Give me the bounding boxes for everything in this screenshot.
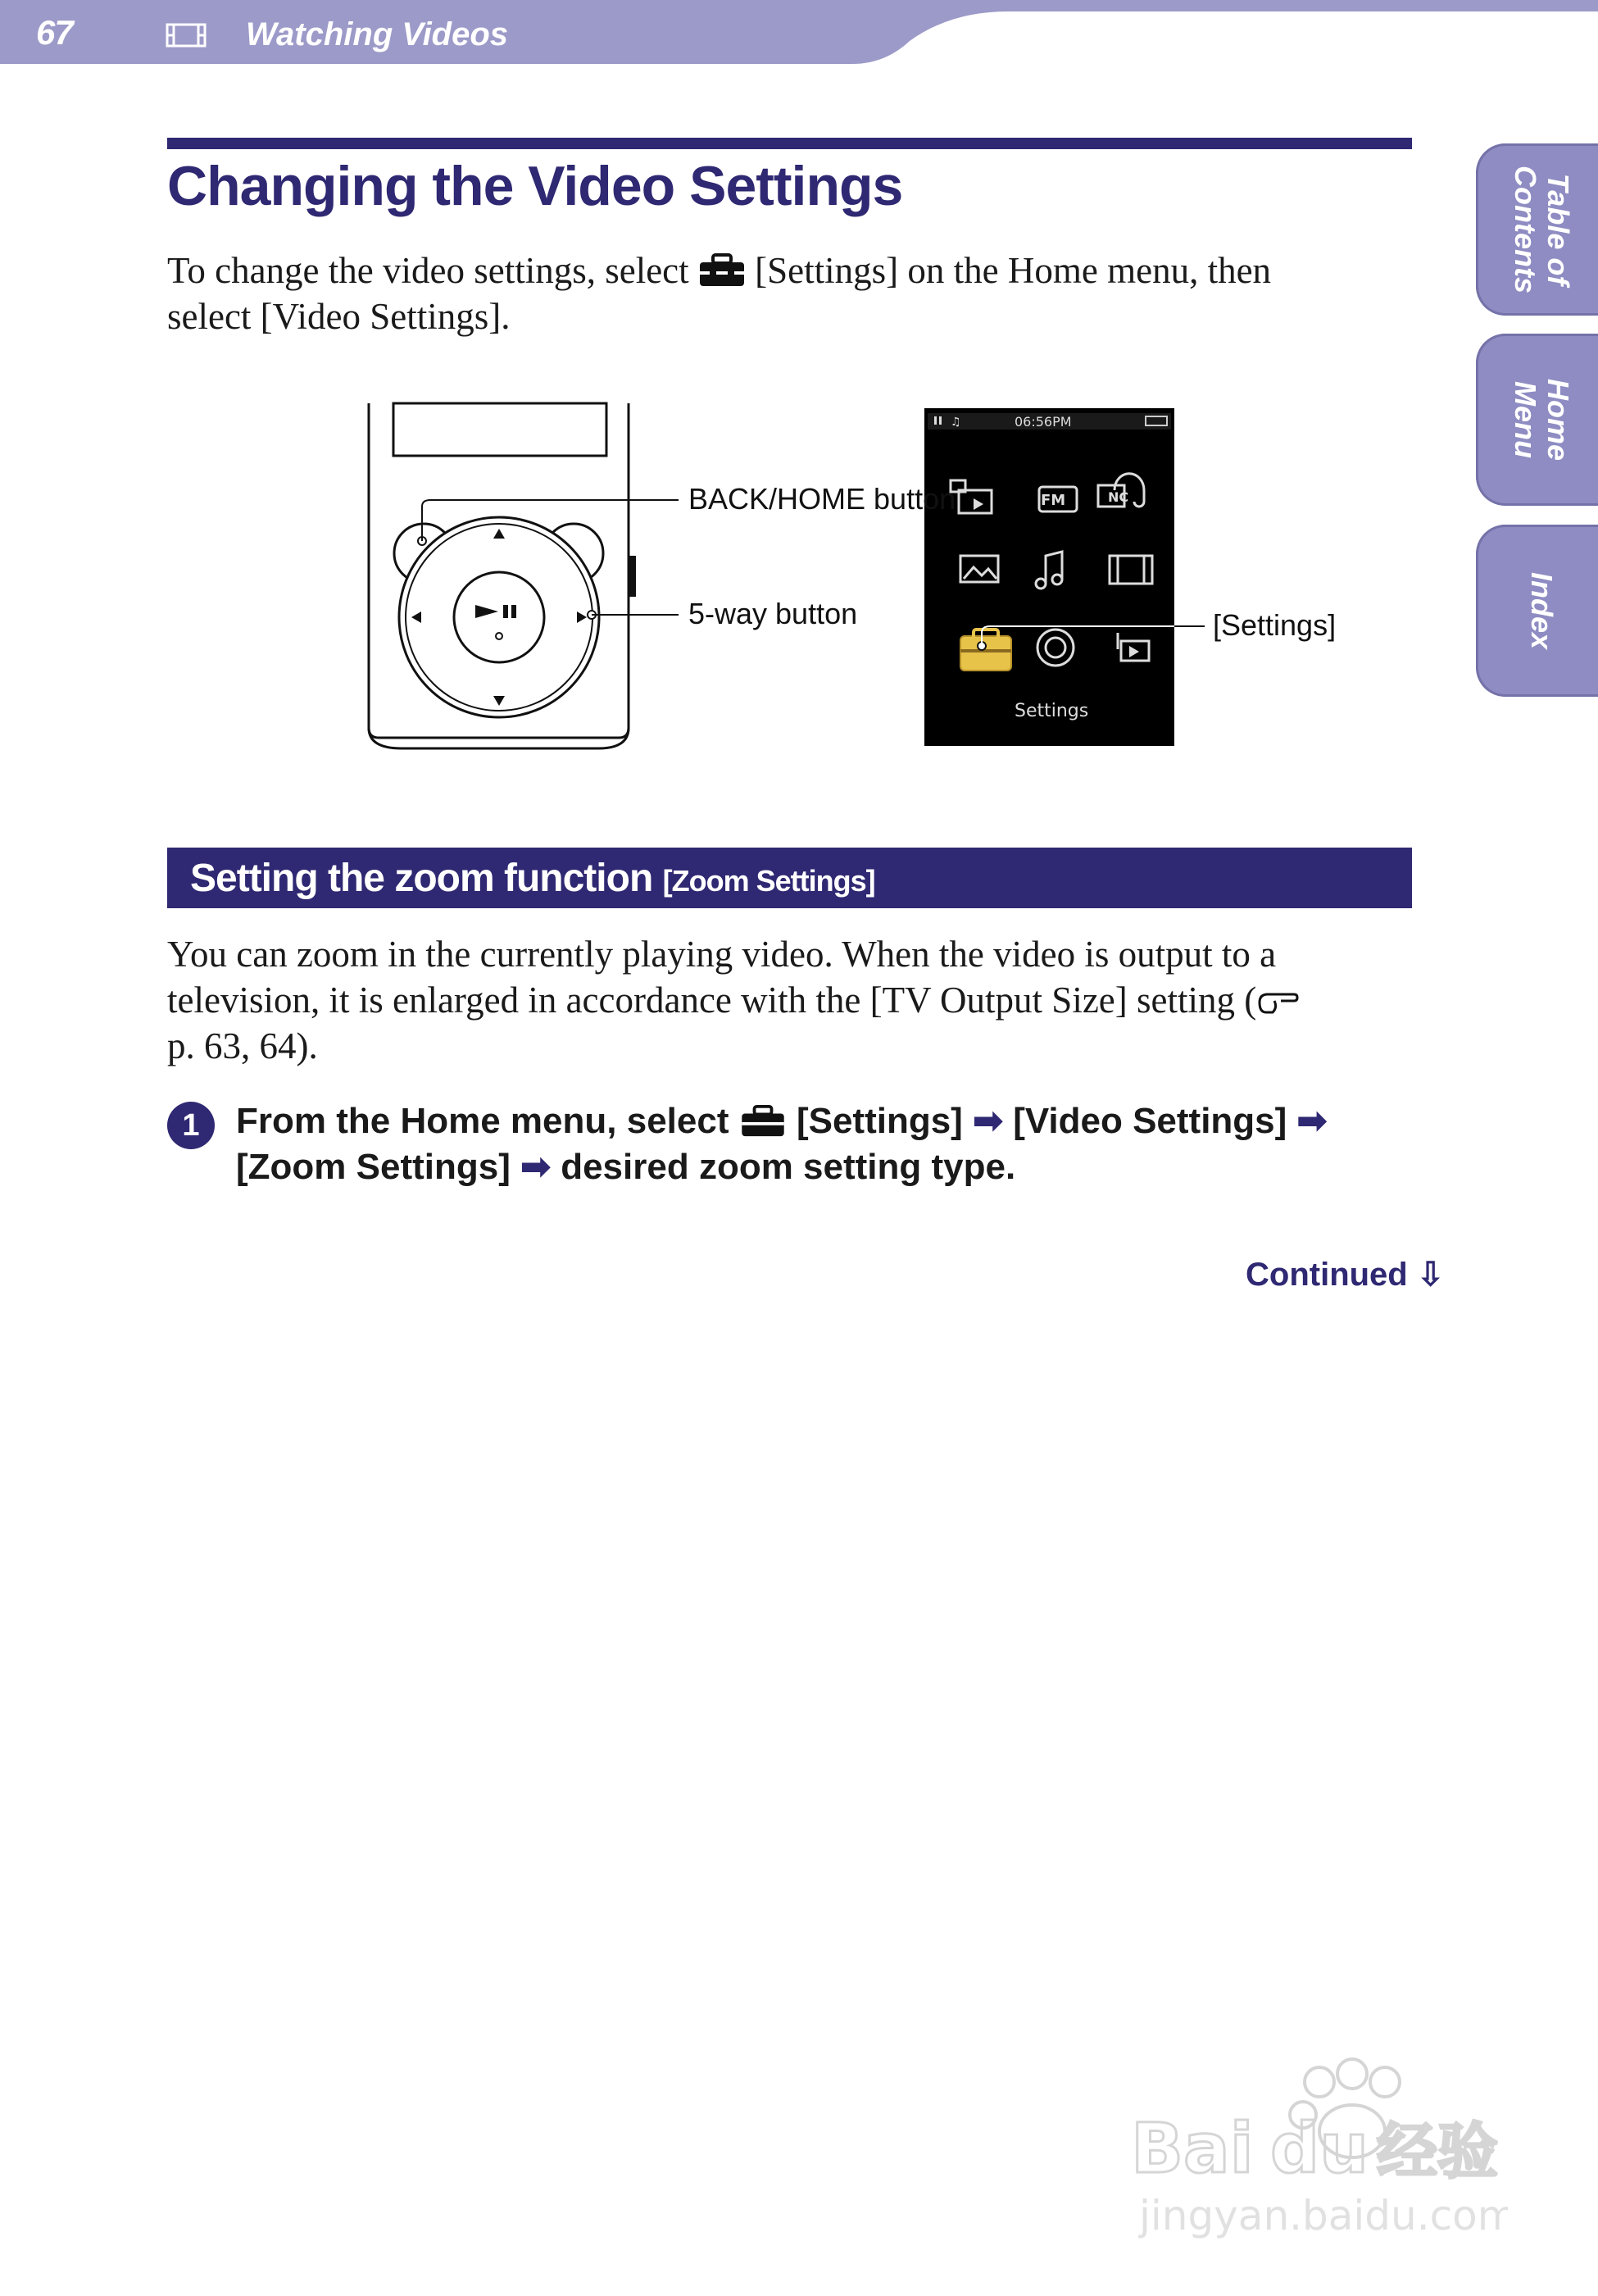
tab-home-menu-label: Home Menu — [1509, 378, 1575, 461]
settings-label: [Settings] — [1213, 608, 1337, 642]
body-line-2: television, it is enlarged in accordance with the [TV Output Size] setting ( — [167, 980, 1257, 1021]
body-paragraph — [167, 931, 1429, 1069]
page-number: 67 — [36, 13, 73, 52]
svg-text:♫: ♫ — [951, 416, 961, 429]
arrow-down-icon: ⇩ — [1416, 1257, 1445, 1293]
step-number-badge: 1 — [167, 1102, 215, 1149]
screen-nc-text: NC — [1108, 489, 1129, 505]
arrow-right-icon: ➡ — [973, 1101, 1003, 1141]
arrow-right-icon: ➡ — [520, 1147, 551, 1187]
step-text-1: From the Home menu, select — [236, 1101, 729, 1141]
section-band — [167, 848, 1412, 908]
page-header — [0, 0, 1598, 67]
page-title: Changing the Video Settings — [167, 155, 903, 217]
intro-paragraph — [167, 248, 1429, 339]
tab-index[interactable] — [1476, 525, 1598, 697]
svg-text:du: du — [1270, 2108, 1369, 2189]
back-home-button-label: BACK/HOME button — [688, 482, 956, 516]
section-heading — [190, 856, 875, 901]
toolbox-icon — [698, 253, 746, 288]
svg-text:Bai: Bai — [1131, 2108, 1254, 2189]
tab-home-menu[interactable] — [1476, 334, 1598, 506]
tab-table-of-contents-label: Table of Contents — [1509, 166, 1575, 293]
step-text-4: [Zoom Settings] — [236, 1147, 511, 1187]
section-heading-sub: [Zoom Settings] — [662, 864, 875, 898]
header-tab-shape — [0, 0, 1598, 67]
five-way-button-label: 5-way button — [688, 597, 858, 630]
svg-text:jingyan.baidu.com: jingyan.baidu.com — [1139, 2192, 1508, 2239]
intro-text-1: To change the video settings, select — [167, 250, 689, 291]
device-illustration — [352, 400, 1336, 752]
step-text-2: [Settings] — [796, 1101, 963, 1141]
body-line-3[interactable]: p. 63, 64). — [167, 1025, 318, 1066]
arrow-right-icon: ➡ — [1296, 1101, 1328, 1141]
toolbox-icon — [739, 1105, 787, 1138]
baidu-watermark — [1131, 2049, 1508, 2250]
continued-link[interactable] — [1246, 1256, 1444, 1293]
step-text-3: [Video Settings] — [1013, 1101, 1287, 1141]
film-icon — [166, 23, 207, 52]
continued-text: Continued — [1246, 1257, 1408, 1293]
settings-toolbox-icon — [960, 630, 1011, 671]
svg-text:经验: 经验 — [1377, 2116, 1498, 2187]
step-instruction — [236, 1098, 1432, 1190]
body-line-1: You can zoom in the currently playing video. When the video is output to a — [167, 934, 1277, 975]
title-rule — [167, 138, 1412, 149]
pointing-hand-icon[interactable] — [1256, 988, 1299, 1016]
intro-text-3: select [Video Settings]. — [167, 296, 511, 337]
screen-clock: 06:56PM — [1015, 414, 1072, 430]
intro-text-2: [Settings] on the Home menu, then — [755, 250, 1272, 291]
section-heading-text: Setting the zoom function — [190, 857, 653, 900]
step-text-5: desired zoom setting type. — [561, 1147, 1016, 1187]
player-diagram — [352, 400, 1336, 757]
screen-fm-text: FM — [1041, 492, 1066, 509]
tab-index-label: Index — [1525, 571, 1559, 650]
section-title: Watching Videos — [246, 16, 509, 52]
tab-table-of-contents[interactable] — [1476, 143, 1598, 316]
screen-caption: Settings — [1015, 701, 1089, 721]
